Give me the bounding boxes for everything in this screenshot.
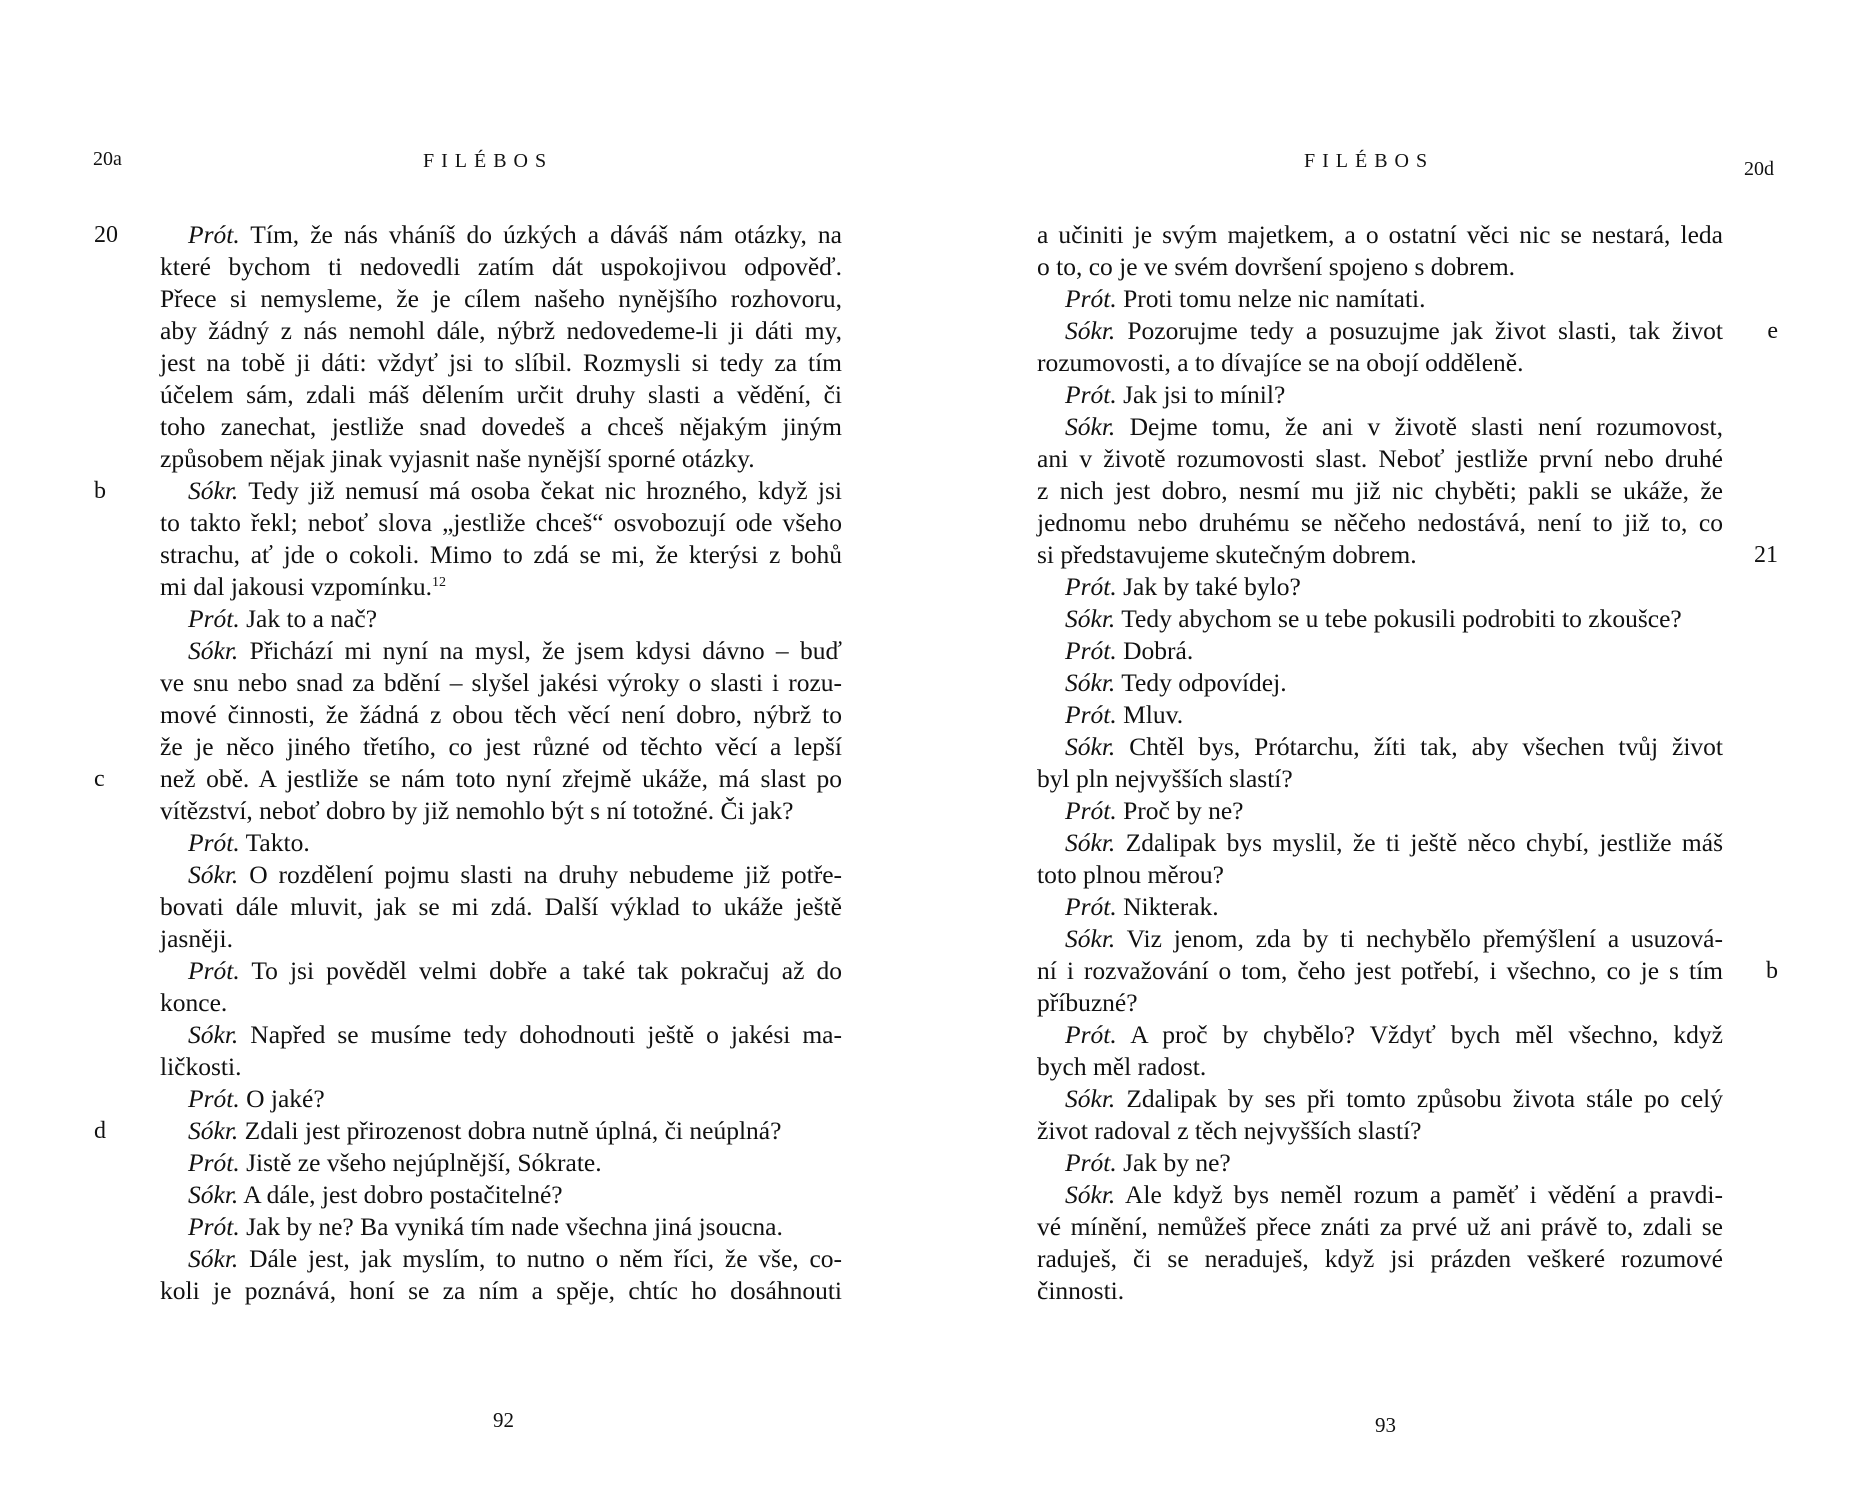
speaker-label: Prót. (188, 1148, 240, 1177)
text-line (1037, 571, 1723, 603)
text-line (160, 1275, 842, 1307)
line-content (160, 411, 842, 443)
text-line (160, 891, 842, 923)
line-text: O rozdělení pojmu slasti na druhy nebudeme již potře- (238, 860, 842, 889)
text-line (160, 955, 842, 987)
line-content (160, 699, 842, 731)
line-text: Tedy abychom se u tebe pokusili podrobiti to zkoušce? (1115, 604, 1682, 633)
line-text: Takto. (239, 828, 310, 857)
line-content (1037, 1051, 1723, 1083)
line-text: že je něco jiného třetího, co jest různé od těchto věcí a lepší (160, 732, 842, 761)
margin-reference: b (1766, 958, 1778, 984)
line-content (160, 795, 842, 827)
speaker-label: Prót. (1065, 796, 1117, 825)
line-content (1065, 1019, 1723, 1051)
speaker-label: Sókr. (1065, 604, 1116, 633)
text-line (160, 987, 842, 1019)
line-text: Nikterak. (1116, 892, 1219, 921)
text-line (1037, 603, 1723, 635)
line-text: Dobrá. (1116, 636, 1194, 665)
speaker-label: Sókr. (1065, 732, 1116, 761)
line-text: Zdali jest přirozenost dobra nutně úplná, či neúplná? (238, 1116, 782, 1145)
line-text: ve snu nebo snad za bdění – slyšel jakési výroky o slasti i rozu- (160, 668, 842, 697)
text-line (1037, 507, 1723, 539)
speaker-label: Sókr. (1065, 828, 1116, 857)
speaker-label: Prót. (1065, 700, 1117, 729)
line-text: a učiniti je svým majetkem, a o ostatní věci nic se nestará, leda (1037, 220, 1723, 249)
line-content (1065, 795, 1723, 827)
line-text: byl pln nejvyšších slastí? (1037, 764, 1293, 793)
line-text: Jak jsi to mínil? (1116, 380, 1286, 409)
line-content (1037, 1211, 1723, 1243)
line-content (1037, 507, 1723, 539)
line-content (188, 219, 842, 251)
speaker-label: Sókr. (188, 636, 239, 665)
line-text: Viz jenom, zda by ti nechybělo přemýšlení a usuzová- (1115, 924, 1723, 953)
line-content (1065, 1083, 1723, 1115)
text-line (160, 507, 842, 539)
text-line (1037, 347, 1723, 379)
line-content (160, 571, 842, 603)
line-text: jednomu nebo druhému se něčeho nedostává, není to již to, co (1037, 508, 1723, 537)
text-line (1037, 1275, 1723, 1307)
line-content (1037, 859, 1723, 891)
left-running-title: FILÉBOS (423, 150, 554, 172)
speaker-label: Prót. (1065, 572, 1117, 601)
line-text: Dále jest, jak myslím, to nutno o něm říci, že vše, co- (238, 1244, 842, 1273)
speaker-label: Prót. (1065, 380, 1117, 409)
left-corner-reference: 20a (93, 148, 122, 170)
line-content (188, 859, 842, 891)
text-line (1037, 379, 1723, 411)
line-content (1065, 891, 1723, 923)
line-content (1037, 1243, 1723, 1275)
speaker-label: Prót. (188, 828, 240, 857)
line-content (188, 1243, 842, 1275)
text-line (160, 539, 842, 571)
line-text: O jaké? (239, 1084, 325, 1113)
speaker-label: Sókr. (1065, 1084, 1116, 1113)
text-line (94, 219, 842, 251)
line-text: účelem sám, zdali máš dělením určit druhy slasti a vědění, či (160, 380, 842, 409)
speaker-label: Prót. (1065, 1148, 1117, 1177)
speaker-label: Sókr. (188, 1020, 239, 1049)
line-text: si představujeme skutečným dobrem. (1037, 540, 1417, 569)
line-content (1065, 1147, 1723, 1179)
line-text: Mluv. (1116, 700, 1184, 729)
margin-reference: 21 (1754, 542, 1778, 568)
line-text: ani v životě rozumovosti slast. Neboť jestliže první nebo druhé (1037, 444, 1723, 473)
line-text: ní i rozvažování o tom, čeho jest potřebí, i všechno, co je s tím (1037, 956, 1723, 985)
speaker-label: Sókr. (1065, 924, 1116, 953)
text-line (94, 475, 842, 507)
margin-reference: e (1767, 318, 1778, 344)
line-content (188, 1019, 842, 1051)
text-line (160, 347, 842, 379)
line-content (1037, 987, 1723, 1019)
text-line (160, 699, 842, 731)
left-page-text (94, 219, 842, 1307)
line-content (160, 763, 842, 795)
text-line (160, 251, 842, 283)
line-content (1037, 251, 1723, 283)
line-text: způsobem nějak jinak vyjasnit naše nynější sporné otázky. (160, 444, 755, 473)
text-line (1037, 1051, 1723, 1083)
text-line (1037, 1147, 1723, 1179)
line-content (160, 1051, 842, 1083)
line-content (160, 507, 842, 539)
text-line (1037, 1179, 1723, 1211)
line-text: Chtěl bys, Prótarchu, žíti tak, aby všechen tvůj život (1115, 732, 1723, 761)
right-page (931, 0, 1862, 1501)
text-line (1037, 987, 1723, 1019)
line-text: Zdalipak bys myslil, že ti ještě něco chybí, jestliže máš (1115, 828, 1723, 857)
line-text: konce. (160, 988, 228, 1017)
line-content (1065, 571, 1723, 603)
line-content (1037, 219, 1723, 251)
line-text: Přece si nemysleme, že je cílem našeho nynějšího rozhovoru, (160, 284, 842, 313)
line-content (188, 827, 842, 859)
line-text: Tím, že nás vháníš do úzkých a dáváš nám otázky, na (239, 220, 842, 249)
line-content (1065, 283, 1723, 315)
line-content (1037, 443, 1723, 475)
line-text: raduješ, či se neraduješ, když jsi prázden veškeré rozumové (1037, 1244, 1723, 1273)
line-text: Dejme tomu, že ani v životě slasti není rozumovost, (1115, 412, 1723, 441)
line-content (188, 955, 842, 987)
line-content (1065, 667, 1723, 699)
line-content (1065, 923, 1723, 955)
line-text: aby žádný z nás nemohl dále, nýbrž nedovedeme-li ji dáti my, (160, 316, 842, 345)
line-text: Napřed se musíme tedy dohodnouti ještě o jakési ma- (238, 1020, 842, 1049)
speaker-label: Prót. (188, 604, 240, 633)
text-line (1037, 315, 1778, 347)
text-line (160, 315, 842, 347)
line-content (1037, 763, 1723, 795)
line-text: A dále, jest dobro postačitelné? (238, 1180, 563, 1209)
speaker-label: Sókr. (1065, 668, 1116, 697)
line-text: A proč by chybělo? Vždyť bych měl všechno, když (1116, 1020, 1723, 1049)
text-line (1037, 1243, 1723, 1275)
line-text: Proti tomu nelze nic namítati. (1116, 284, 1426, 313)
line-text: Jak by také bylo? (1116, 572, 1301, 601)
line-text: vítězství, neboť dobro by již nemohlo být s ní totožné. Či jak? (160, 796, 794, 825)
line-content (160, 1275, 842, 1307)
left-page-number: 92 (493, 1408, 514, 1432)
footnote-reference: 12 (431, 575, 446, 590)
line-text: Pozorujme tedy a posuzujme jak život slasti, tak život (1115, 316, 1723, 345)
line-content (160, 379, 842, 411)
line-text: mové činnosti, že žádná z obou těch věcí není dobro, nýbrž to (160, 700, 842, 729)
text-line (160, 1243, 842, 1275)
line-content (188, 475, 842, 507)
line-text: vé mínění, nemůžeš přece znáti za prvé už ani právě to, zdali se (1037, 1212, 1723, 1241)
line-content (160, 315, 842, 347)
line-text: toto plnou měrou? (1037, 860, 1224, 889)
speaker-label: Sókr. (188, 1116, 239, 1145)
text-line (1037, 859, 1723, 891)
text-line (1037, 411, 1723, 443)
text-line (160, 635, 842, 667)
speaker-label: Prót. (1065, 892, 1117, 921)
line-content (1037, 475, 1723, 507)
speaker-label: Prót. (1065, 284, 1117, 313)
text-line (1037, 475, 1723, 507)
line-text: činnosti. (1037, 1276, 1125, 1305)
line-text: bych měl radost. (1037, 1052, 1207, 1081)
line-content (188, 635, 842, 667)
line-content (1065, 699, 1723, 731)
text-line (1037, 283, 1723, 315)
margin-reference: d (94, 1118, 106, 1144)
line-text: o to, co je ve svém dovršení spojeno s dobrem. (1037, 252, 1516, 281)
text-line (94, 1115, 842, 1147)
line-content (1065, 827, 1723, 859)
line-text: koli je poznává, honí se za ním a spěje, chtíc ho dosáhnouti (160, 1276, 842, 1305)
line-content (160, 891, 842, 923)
line-text: Jak by ne? Ba vyniká tím nade všechna jiná jsoucna. (239, 1212, 783, 1241)
text-line (160, 571, 842, 603)
line-content (160, 731, 842, 763)
line-text: mi dal jakousi vzpomínku. (160, 572, 432, 601)
line-text: které bychom ti nedovedli zatím dát uspokojivou odpověď. (160, 252, 842, 281)
line-text: rozumovosti, a to dívajíce se na obojí odděleně. (1037, 348, 1524, 377)
line-content (1065, 379, 1723, 411)
speaker-label: Sókr. (188, 1244, 239, 1273)
line-content (1037, 539, 1723, 571)
speaker-label: Sókr. (188, 1180, 239, 1209)
text-line (160, 731, 842, 763)
speaker-label: Sókr. (188, 476, 239, 505)
text-line (1037, 891, 1723, 923)
line-text: Tedy odpovídej. (1115, 668, 1287, 697)
line-content (160, 251, 842, 283)
text-line (1037, 219, 1723, 251)
speaker-label: Prót. (188, 220, 240, 249)
line-content (1065, 635, 1723, 667)
text-line (160, 827, 842, 859)
line-text: Proč by ne? (1116, 796, 1244, 825)
right-page-number: 93 (1375, 1413, 1396, 1437)
line-text: Zdalipak by ses při tomto způsobu života stále po celý (1115, 1084, 1723, 1113)
text-line (160, 603, 842, 635)
margin-reference: c (94, 766, 105, 792)
line-text: Ale když bys neměl rozum a paměť i vědění a pravdi- (1115, 1180, 1723, 1209)
line-text: z nich jest dobro, nesmí mu již nic chyběti; pakli se ukáže, že (1037, 476, 1723, 505)
text-line (94, 763, 842, 795)
line-content (1037, 347, 1723, 379)
text-line (1037, 699, 1723, 731)
speaker-label: Prót. (188, 1212, 240, 1241)
text-line (1037, 795, 1723, 827)
line-text: Jistě ze všeho nejúplnější, Sókrate. (239, 1148, 602, 1177)
margin-reference: b (94, 478, 106, 504)
text-line (1037, 1115, 1723, 1147)
text-line (1037, 1083, 1723, 1115)
text-line (1037, 667, 1723, 699)
text-line (160, 923, 842, 955)
line-content (188, 1083, 842, 1115)
line-content (160, 443, 842, 475)
line-content (160, 347, 842, 379)
line-text: To jsi pověděl velmi dobře a také tak pokračuj až do (239, 956, 842, 985)
right-corner-reference: 20d (1744, 158, 1774, 180)
line-content (1065, 315, 1723, 347)
speaker-label: Sókr. (1065, 316, 1116, 345)
text-line (160, 795, 842, 827)
speaker-label: Sókr. (1065, 1180, 1116, 1209)
line-text: ličkosti. (160, 1052, 242, 1081)
line-content (1065, 1179, 1723, 1211)
speaker-label: Prót. (188, 1084, 240, 1113)
line-content (1065, 603, 1723, 635)
line-content (160, 923, 842, 955)
line-text: toho zanechat, jestliže snad dovedeš a chceš nějakým jiným (160, 412, 842, 441)
line-content (160, 667, 842, 699)
text-line (1037, 1019, 1723, 1051)
line-content (1037, 1115, 1723, 1147)
text-line (1037, 443, 1723, 475)
text-line (1037, 539, 1778, 571)
line-content (188, 1115, 842, 1147)
line-content (160, 987, 842, 1019)
text-line (160, 411, 842, 443)
text-line (160, 379, 842, 411)
line-content (188, 1147, 842, 1179)
text-line (1037, 251, 1723, 283)
speaker-label: Prót. (1065, 1020, 1117, 1049)
line-text: život radoval z těch nejvyšších slastí? (1037, 1116, 1422, 1145)
right-page-text (1037, 219, 1778, 1307)
speaker-label: Sókr. (188, 860, 239, 889)
text-line (1037, 923, 1723, 955)
line-text: Jak by ne? (1116, 1148, 1231, 1177)
line-content (188, 1211, 842, 1243)
text-line (160, 667, 842, 699)
right-running-title: FILÉBOS (1304, 150, 1435, 172)
line-text: Tedy již nemusí má osoba čekat nic hrozného, když jsi (238, 476, 842, 505)
line-text: příbuzné? (1037, 988, 1138, 1017)
line-text: bovati dále mluvit, jak se mi zdá. Další výklad to ukáže ještě (160, 892, 842, 921)
line-text: jest na tobě ji dáti: vždyť jsi to slíbil. Rozmysli si tedy za tím (160, 348, 842, 377)
line-content (1065, 411, 1723, 443)
line-text: Přichází mi nyní na mysl, že jsem kdysi dávno – buď (238, 636, 842, 665)
text-line (160, 859, 842, 891)
text-line (160, 1211, 842, 1243)
line-text: Jak to a nač? (239, 604, 378, 633)
margin-reference: 20 (94, 222, 118, 248)
line-text: než obě. A jestliže se nám toto nyní zřejmě ukáže, má slast po (160, 764, 842, 793)
speaker-label: Prót. (1065, 636, 1117, 665)
text-line (1037, 731, 1723, 763)
text-line (160, 1019, 842, 1051)
text-line (160, 1051, 842, 1083)
text-line (160, 1147, 842, 1179)
line-content (1037, 955, 1723, 987)
line-content (1037, 1275, 1723, 1307)
line-text: jasněji. (160, 924, 233, 953)
text-line (160, 1179, 842, 1211)
text-line (160, 283, 842, 315)
line-content (160, 283, 842, 315)
speaker-label: Sókr. (1065, 412, 1116, 441)
line-text: strachu, ať jde o cokoli. Mimo to zdá se mi, že kterýsi z bohů (160, 540, 842, 569)
text-line (160, 443, 842, 475)
line-text: to takto řekl; neboť slova „jestliže chceš“ osvobozují ode všeho (160, 508, 842, 537)
text-line (1037, 827, 1723, 859)
text-line (1037, 763, 1723, 795)
text-line (1037, 1211, 1723, 1243)
text-line (1037, 635, 1723, 667)
speaker-label: Prót. (188, 956, 240, 985)
line-content (1065, 731, 1723, 763)
line-content (188, 1179, 842, 1211)
line-content (160, 539, 842, 571)
text-line (160, 1083, 842, 1115)
text-line (1037, 955, 1778, 987)
line-content (188, 603, 842, 635)
